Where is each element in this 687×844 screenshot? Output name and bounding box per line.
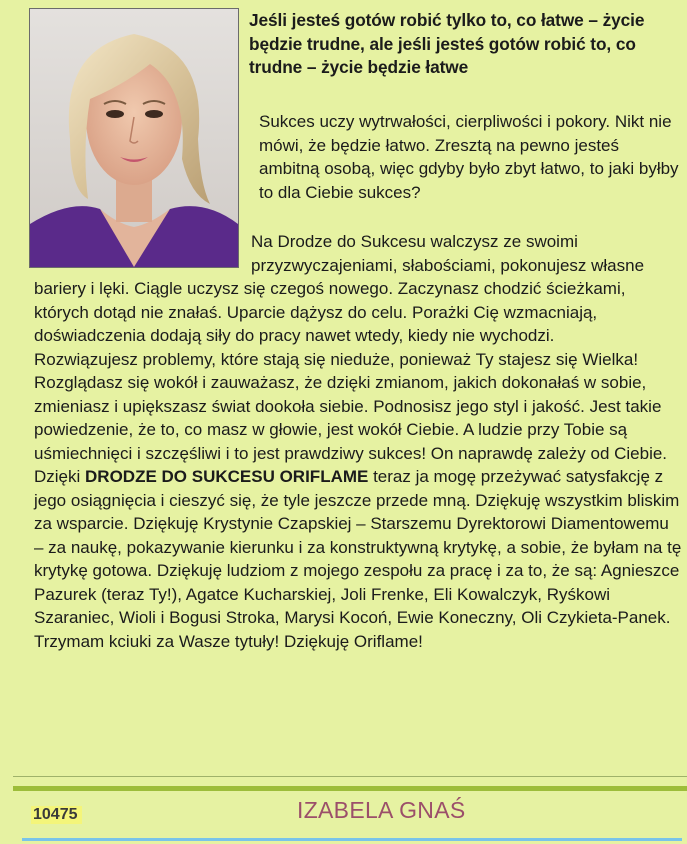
consultant-name: IZABELA GNAŚ: [297, 797, 466, 823]
portrait-photo: [29, 8, 239, 268]
thanks-text-before: Dzięki: [34, 467, 86, 486]
divider-line: [13, 776, 687, 777]
thanks-text-after: teraz ja mogę przeżywać satysfakcję z jego osiągnięcia i cieszyć się, że tyle jeszcze przede mną. Dziękuję wszystkim bliskim za wsparcie. Dziękuję Krystynie Czapskiej – Starszemu Dyrektorowi Diamentowemu – za naukę, pokazywanie kierunku i za konstruktywną krytykę, a sobie, że byłam na tę krytykę gotowa. Dziękuję ludziom z mojego zespołu za pracę i za to, że są: Agnieszce Pazurek (teraz Ty!), Agatce Kucharskiej, Joli Frenke, Eli Kowalczyk, Ryśkowi Szaraniec, Wioli i Bogusi Stroka, Marysi Kocoń, Ewie Koneczny, Oli Czykieta-Panek. Trzymam kciuki za Wasze tytuły! Dziękuję Oriflame!: [34, 467, 682, 651]
consultant-number: 10475: [31, 806, 82, 824]
body-paragraph: Rozwiązujesz problemy, które stają się nieduże, ponieważ Ty stajesz się Wielka!: [34, 349, 639, 369]
body-paragraph: Rozglądasz się wokół i zauważasz, że dzięki zmianom, jakich dokonałaś w sobie, zmieniasz i upiększasz świat dookoła siebie. Podnosisz jego styl i jakość. Jest takie powiedzenie, że to, co masz w głowie, jest wokół Ciebie. A ludzie przy Tobie są uśmiechnięci i szczęśliwi i to jest prawdziwy sukces! On naprawdę zależy od Ciebie.: [34, 373, 668, 463]
headline-quote: Jeśli jesteś gotów robić tylko to, co łatwe – życie będzie trudne, ale jeśli jesteś gotów robić to, co trudne – życie będzie łatwe: [249, 10, 645, 78]
thanks-paragraph: [34, 465, 682, 653]
article-body: [34, 230, 682, 653]
body-paragraph: Na Drodze do Sukcesu walczysz ze swoimi przyzwyczajeniami, słabościami, pokonujesz własne bariery i lęki. Ciągle uczysz się czegoś nowego. Zaczynasz chodzić ścieżkami, których dotąd nie znałaś. Uparcie dążysz do celu. Porażki Cię wzmacniają, doświadczenia dodają siły do pracy nawet wtedy, kiedy nie wychodzi.: [34, 232, 645, 345]
portrait-illustration: [30, 9, 238, 267]
footer-accent-line: [22, 838, 682, 841]
photo-wrap-spacer: [34, 230, 251, 277]
brand-name: DRODZE DO SUKCESU ORIFLAME: [85, 467, 369, 486]
intro-paragraph: Sukces uczy wytrwałości, cierpliwości i pokory. Nikt nie mówi, że będzie łatwo. Zresztą na pewno jesteś ambitną osobą, więc gdyby było zbyt łatwo, to jaki byłby to dla Ciebie sukces?: [259, 112, 679, 202]
